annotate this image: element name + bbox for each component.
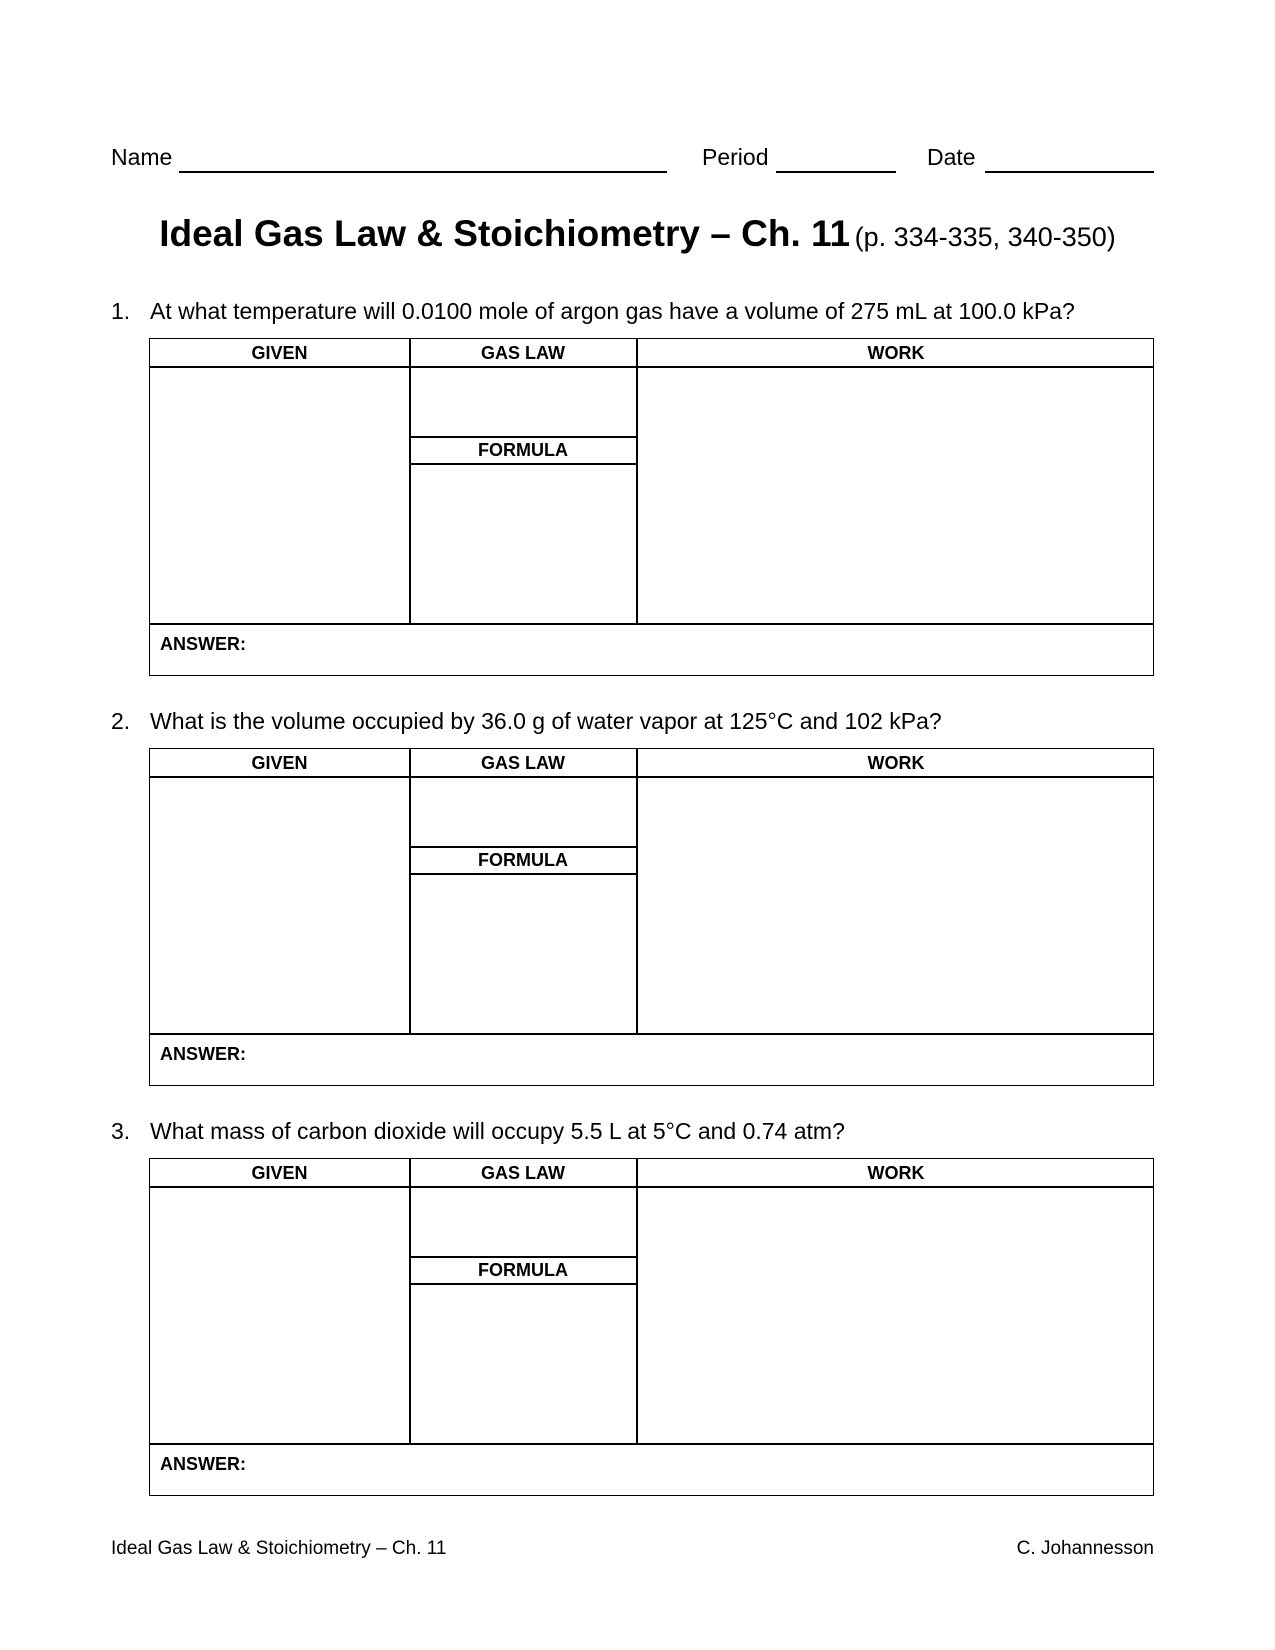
formula-header: FORMULA — [478, 440, 568, 460]
answer-label: ANSWER: — [160, 1044, 246, 1064]
work-header: WORK — [867, 1163, 925, 1183]
worksheet-table-3 — [149, 1158, 1154, 1496]
formula-header: FORMULA — [478, 850, 568, 870]
worksheet-table-1 — [149, 338, 1154, 676]
title-pages: (p. 334-335, 340-350) — [854, 222, 1116, 252]
question-number: 2. — [111, 708, 131, 734]
work-header: WORK — [867, 343, 925, 363]
question-text: At what temperature will 0.0100 mole of argon gas have a volume of 275 mL at 100.0 kPa? — [150, 298, 1075, 324]
name-label: Name — [111, 144, 173, 170]
gas-law-header: GAS LAW — [481, 753, 565, 773]
worksheet-table-2 — [149, 748, 1154, 1086]
period-label: Period — [702, 144, 769, 170]
answer-label: ANSWER: — [160, 634, 246, 654]
name-field-line[interactable] — [179, 171, 667, 173]
question-number: 3. — [111, 1118, 131, 1144]
given-header: GIVEN — [251, 343, 308, 363]
student-info-row — [111, 144, 1154, 176]
date-label: Date — [927, 144, 976, 170]
period-field-line[interactable] — [776, 171, 896, 173]
question-text: What is the volume occupied by 36.0 g of water vapor at 125°C and 102 kPa? — [150, 708, 942, 734]
question-3 — [111, 1118, 845, 1145]
gas-law-header: GAS LAW — [481, 343, 565, 363]
question-number: 1. — [111, 298, 131, 324]
question-2 — [111, 708, 942, 735]
answer-label: ANSWER: — [160, 1454, 246, 1474]
title-main: Ideal Gas Law & Stoichiometry – Ch. 11 — [159, 213, 851, 254]
footer-left: Ideal Gas Law & Stoichiometry – Ch. 11 — [111, 1538, 447, 1559]
gas-law-header: GAS LAW — [481, 1163, 565, 1183]
footer-right: C. Johannesson — [1016, 1538, 1154, 1559]
work-header: WORK — [867, 753, 925, 773]
given-header: GIVEN — [251, 753, 308, 773]
formula-header: FORMULA — [478, 1260, 568, 1280]
question-1 — [111, 298, 1075, 325]
date-field-line[interactable] — [985, 171, 1154, 173]
page-title — [0, 213, 1275, 255]
given-header: GIVEN — [251, 1163, 308, 1183]
question-text: What mass of carbon dioxide will occupy 5.5 L at 5°C and 0.74 atm? — [150, 1118, 845, 1144]
